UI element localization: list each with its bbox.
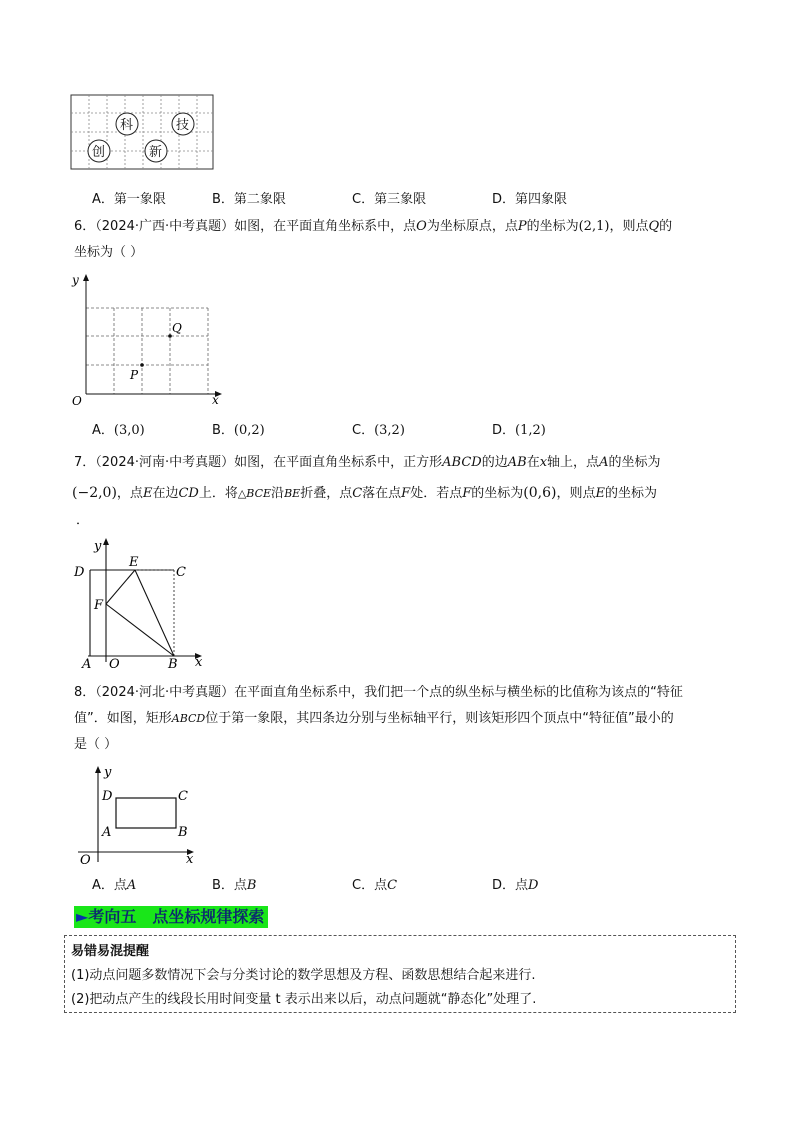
q7-fig-f-label: F bbox=[94, 598, 104, 613]
q7-text: 的坐标为 bbox=[471, 486, 524, 501]
q6-number: 6． bbox=[74, 219, 96, 234]
q8-text: 在平面直角坐标系中，我们把一个点的纵坐标与横坐标的比值称为该点的“特征 bbox=[234, 685, 683, 700]
q7-number: 7． bbox=[74, 455, 96, 470]
q6-figure bbox=[66, 268, 226, 408]
q7-point-e: E bbox=[142, 486, 153, 501]
q7-text: 的边 bbox=[481, 455, 508, 470]
option-value: (3,0) bbox=[113, 423, 145, 438]
q8-option-c bbox=[352, 877, 397, 895]
option-value: B bbox=[246, 878, 257, 893]
q6-fig-p-label: P bbox=[130, 368, 139, 382]
q6-text: ，则点 bbox=[609, 219, 649, 234]
option-label: B． bbox=[212, 423, 234, 438]
q7-text: 处．若点 bbox=[410, 486, 463, 501]
q8-source: （2024·河北·中考真题） bbox=[95, 685, 235, 700]
grid-char-ji: 技 bbox=[176, 118, 190, 133]
grid-char-xin: 新 bbox=[149, 145, 163, 160]
option-label: A．点 bbox=[92, 878, 127, 893]
q7-triangle: △BCE bbox=[237, 487, 272, 500]
q6-fig-x-label: x bbox=[212, 393, 219, 407]
option-label: A． bbox=[92, 423, 114, 438]
section-title: 考向五 点坐标规律探索 bbox=[88, 907, 265, 926]
q6-text: 的 bbox=[659, 219, 673, 234]
q6-stem-line2: 坐标为（ ） bbox=[74, 245, 144, 260]
q7-point-c: C bbox=[352, 486, 363, 501]
q7-text: 如图，在平面直角坐标系中，正方形 bbox=[234, 455, 443, 470]
q7-fig-y-label: y bbox=[94, 539, 102, 554]
q7-text: 的坐标为 bbox=[608, 455, 661, 470]
q6-option-a bbox=[92, 422, 145, 440]
q7-fig-x-label: x bbox=[195, 655, 203, 670]
triangle-right-icon: ► bbox=[76, 907, 89, 926]
q8-fig-y-label: y bbox=[104, 765, 112, 780]
q7-stem-line3: ． bbox=[76, 513, 90, 528]
option-value: (3,2) bbox=[374, 423, 405, 438]
tip-item-1: (1)动点问题多数情况下会与分类讨论的数学思想及方程、函数思想结合起来进行. bbox=[71, 968, 536, 983]
q7-point-e: E bbox=[595, 486, 605, 501]
option-value: D bbox=[528, 878, 539, 893]
q8-fig-x-label: x bbox=[186, 852, 194, 867]
q8-fig-b-label: B bbox=[178, 825, 188, 840]
q6-text: 为坐标原点，点 bbox=[426, 219, 518, 234]
q8-option-b bbox=[212, 877, 256, 895]
q7-fig-b-label: B bbox=[168, 657, 178, 670]
q7-text: 轴上，点 bbox=[547, 455, 600, 470]
q7-text: 沿 bbox=[271, 486, 285, 501]
section-header bbox=[74, 906, 268, 928]
option-value: A bbox=[126, 878, 137, 893]
q7-text: 的坐标为 bbox=[604, 486, 657, 501]
q7-x: x bbox=[539, 455, 548, 470]
grid-char-ke: 科 bbox=[120, 118, 134, 133]
q8-number: 8． bbox=[74, 685, 96, 700]
q6-fig-y-label: y bbox=[72, 273, 79, 287]
option-value: (1,2) bbox=[515, 423, 546, 438]
q7-text: 落在点 bbox=[362, 486, 402, 501]
option-value: (0,2) bbox=[233, 423, 265, 438]
q5-option-c: C．第三象限 bbox=[352, 192, 427, 207]
q8-stem-line1 bbox=[74, 684, 683, 702]
q5-option-d: D．第四象限 bbox=[492, 192, 568, 207]
option-label: D．点 bbox=[492, 878, 529, 893]
q7-text: ，则点 bbox=[556, 486, 596, 501]
q7-text: 在 bbox=[526, 455, 540, 470]
top-grid-figure bbox=[70, 94, 216, 172]
q7-fig-c-label: C bbox=[176, 565, 186, 580]
q7-text: 折叠，点 bbox=[300, 486, 353, 501]
q5-option-b: B．第二象限 bbox=[212, 192, 286, 207]
q7-text: 上．将 bbox=[198, 486, 238, 501]
q7-point-f: F bbox=[401, 486, 411, 501]
q8-stem-line3: 是（ ） bbox=[74, 737, 118, 752]
option-label: C． bbox=[352, 423, 375, 438]
q8-text: 位于第一象限，其四条边分别与坐标轴平行，则该矩形四个顶点中“特征值”最小的 bbox=[205, 711, 674, 726]
q7-text: ，点 bbox=[116, 486, 143, 501]
q7-fig-d-label: D bbox=[74, 565, 85, 580]
q8-option-d bbox=[492, 877, 538, 895]
q7-stem-line2 bbox=[72, 484, 657, 503]
q7-source: （2024·河南·中考真题） bbox=[95, 455, 235, 470]
grid-char-chuang: 创 bbox=[92, 145, 106, 160]
q6-option-d bbox=[492, 422, 546, 440]
q7-a-coord: (−2,0) bbox=[72, 485, 117, 501]
q6-point-p: P bbox=[517, 219, 527, 234]
q6-point-o: O bbox=[416, 219, 427, 234]
q6-fig-o-label: O bbox=[72, 394, 82, 408]
q8-option-a bbox=[92, 877, 136, 895]
q6-point-q: Q bbox=[648, 219, 660, 234]
q5-option-a: A．第一象限 bbox=[92, 192, 166, 207]
q7-figure bbox=[70, 536, 210, 670]
q8-text: 值”．如图，矩形 bbox=[74, 711, 172, 726]
q7-cd: CD bbox=[178, 486, 199, 501]
option-label: C．点 bbox=[352, 878, 388, 893]
q7-fig-e-label: E bbox=[129, 555, 139, 570]
q6-source: （2024·广西·中考真题） bbox=[95, 219, 235, 234]
tip-box-title: 易错易混提醒 bbox=[71, 944, 150, 959]
q7-f-coord: (0,6) bbox=[523, 485, 557, 501]
q7-point-f: F bbox=[462, 486, 472, 501]
tip-item-2: (2)把动点产生的线段长用时间变量 t 表示出来以后，动点问题就“静态化”处理了. bbox=[71, 992, 537, 1007]
q8-figure bbox=[74, 762, 204, 872]
q6-text: 如图，在平面直角坐标系中，点 bbox=[234, 219, 417, 234]
q7-be: BE bbox=[284, 487, 301, 500]
q7-fig-o-label: O bbox=[109, 657, 120, 670]
q7-abcd: ABCD bbox=[442, 455, 482, 470]
q8-fig-a-label: A bbox=[102, 825, 112, 840]
q8-fig-c-label: C bbox=[178, 789, 188, 804]
q7-fig-a-label: A bbox=[82, 657, 92, 670]
q7-point-a: A bbox=[599, 455, 609, 470]
option-value: C bbox=[387, 878, 398, 893]
q6-stem-line1 bbox=[74, 218, 672, 236]
option-label: B．点 bbox=[212, 878, 247, 893]
tip-box bbox=[64, 935, 736, 1013]
q8-stem-line2 bbox=[74, 710, 674, 728]
q8-fig-d-label: D bbox=[102, 789, 113, 804]
q6-fig-q-label: Q bbox=[172, 321, 182, 335]
q7-text: 在边 bbox=[152, 486, 179, 501]
option-label: D． bbox=[492, 423, 516, 438]
q6-option-b bbox=[212, 422, 265, 440]
q6-option-c bbox=[352, 422, 405, 440]
q6-p-coord: (2,1) bbox=[578, 219, 610, 234]
q8-fig-o-label: O bbox=[80, 853, 91, 868]
q7-ab: AB bbox=[507, 455, 527, 470]
q7-stem-line1 bbox=[74, 454, 660, 472]
q8-abcd: ABCD bbox=[171, 712, 206, 725]
q6-text: 的坐标为 bbox=[526, 219, 579, 234]
